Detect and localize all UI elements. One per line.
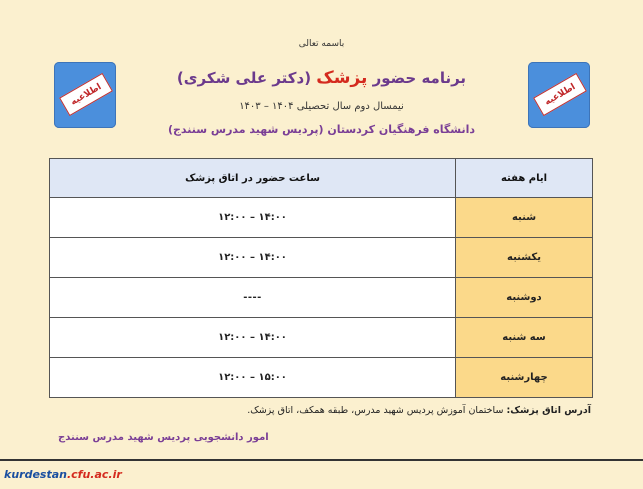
bismillah-text: باسمه تعالی [298, 39, 345, 49]
time-cell: ۱۴:۰۰ – ۱۲:۰۰ [50, 198, 456, 238]
time-cell: ---- [50, 278, 456, 318]
header-day: ایام هفته [456, 159, 593, 198]
title-prefix: برنامه حضور [367, 69, 467, 87]
doctor-room-address [247, 405, 591, 416]
table-header-row [50, 159, 593, 198]
time-cell: ۱۴:۰۰ – ۱۲:۰۰ [50, 318, 456, 358]
schedule-table [49, 158, 593, 398]
address-text: ساختمان آموزش پردیس شهید مدرس، طبقه همکف، اتاق پزشک. [247, 405, 507, 416]
semester-subtitle: نیمسال دوم سال تحصیلی ۱۴۰۴ – ۱۴۰۳ [239, 101, 404, 112]
student-affairs-office: امور دانشجویی پردیس شهید مدرس سنندج [58, 432, 269, 443]
table-row [50, 238, 593, 278]
day-cell: یکشنبه [456, 238, 593, 278]
address-label: آدرس اتاق پزشک: [506, 405, 591, 416]
table-row [50, 358, 593, 398]
day-cell: چهارشنبه [456, 358, 593, 398]
day-cell: شنبه [456, 198, 593, 238]
page-title [0, 68, 643, 88]
day-cell: دوشنبه [456, 278, 593, 318]
url-domain: kurdestan [4, 468, 67, 481]
table-row [50, 278, 593, 318]
title-suffix: (دکتر علی شکری) [176, 69, 317, 87]
time-cell: ۱۵:۰۰ – ۱۲:۰۰ [50, 358, 456, 398]
university-name: دانشگاه فرهنگیان کردستان (پردیس شهید مدرس سنندج) [167, 123, 476, 136]
table-row [50, 318, 593, 358]
badge-label-left: اطلاعیه [68, 81, 104, 108]
title-highlight: پزشک [316, 68, 368, 88]
url-suffix: .cfu.ac.ir [66, 468, 122, 481]
table-row [50, 198, 593, 238]
footer [0, 463, 643, 489]
day-cell: سه شنبه [456, 318, 593, 358]
footer-divider [0, 459, 643, 461]
badge-label-right: اطلاعیه [542, 81, 578, 108]
time-cell: ۱۴:۰۰ – ۱۲:۰۰ [50, 238, 456, 278]
header-time: ساعت حضور در اتاق پزشک [50, 159, 456, 198]
website-link[interactable] [4, 468, 122, 481]
